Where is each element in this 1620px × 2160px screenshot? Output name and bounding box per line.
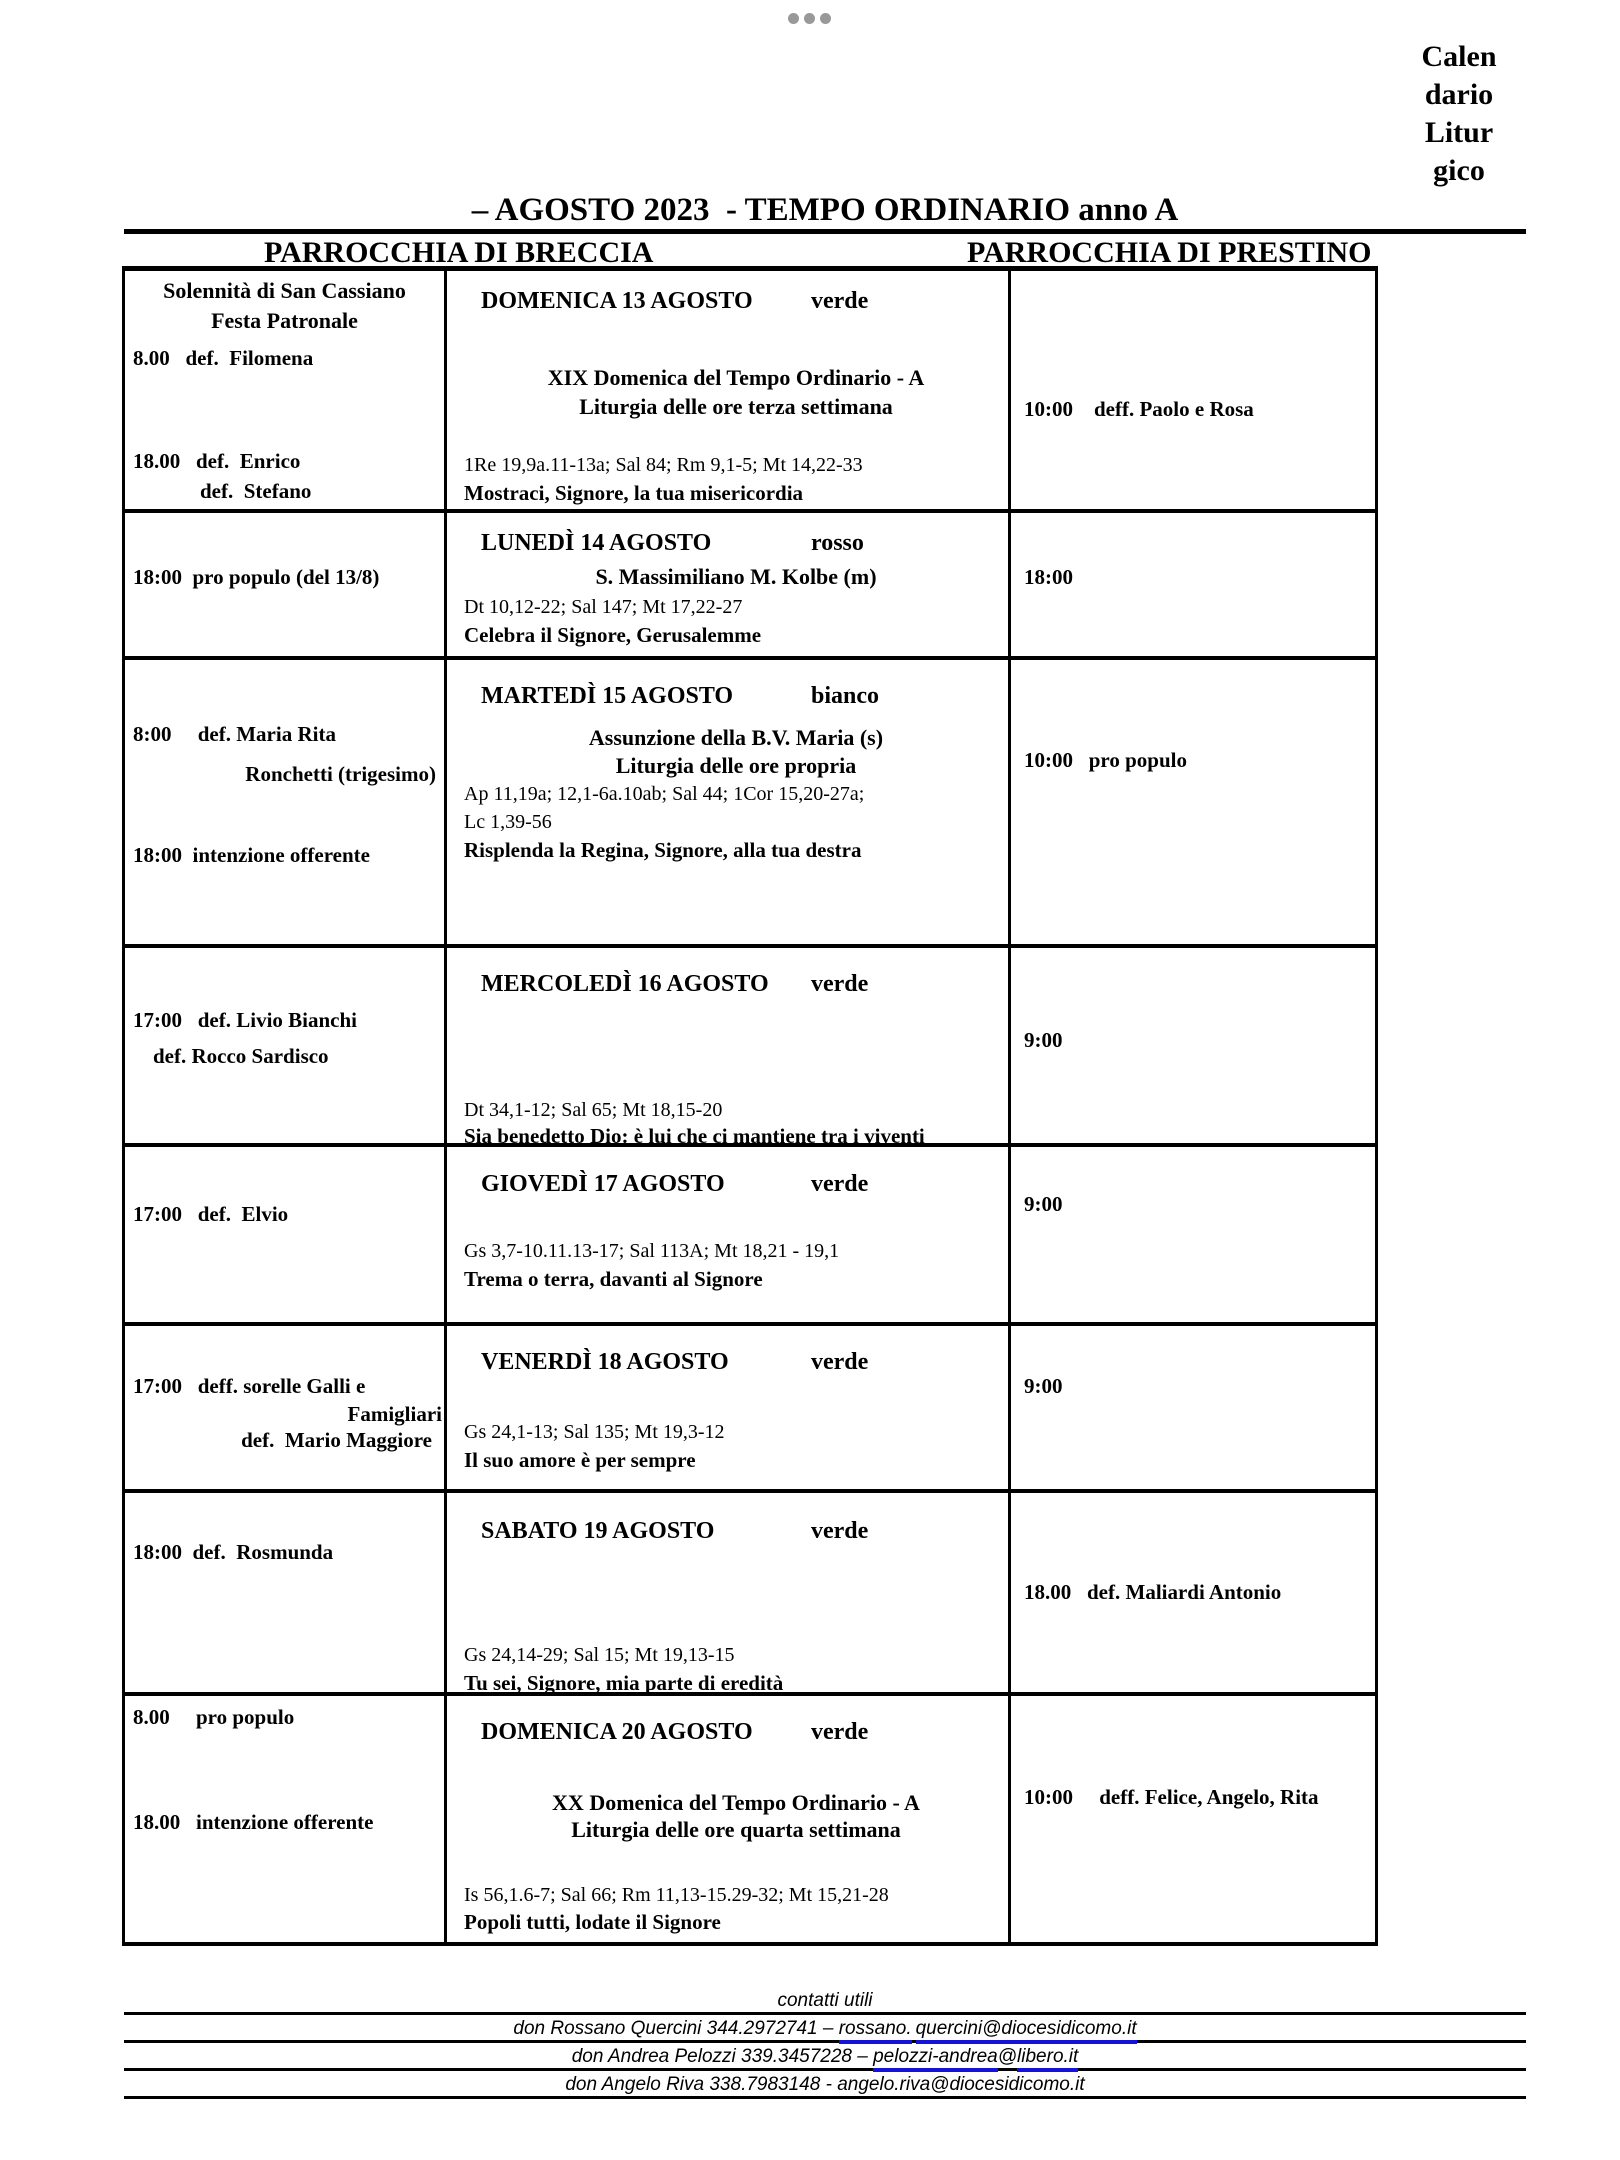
calendar-line: Il suo amore è per sempre xyxy=(464,1448,696,1472)
parish-prestino-cell xyxy=(1011,271,1375,509)
dot-icon xyxy=(788,13,799,24)
calendar-line: 9:00 xyxy=(1024,1374,1063,1398)
calendar-line: def. Stefano xyxy=(200,479,312,503)
calendar-row xyxy=(125,660,1375,948)
day-cell xyxy=(447,1147,1011,1322)
calendar-line: 10:00 deff. Paolo e Rosa xyxy=(1024,397,1254,421)
liturgical-color-label: verde xyxy=(811,288,869,314)
calendar-line: DOMENICA 13 AGOSTO verde xyxy=(481,288,869,314)
contact-entry xyxy=(124,2071,1526,2099)
calendar-line: GIOVEDÌ 17 AGOSTO verde xyxy=(481,1171,869,1197)
calendar-row xyxy=(125,1326,1375,1493)
calendar-line: 8.00 pro populo xyxy=(133,1705,295,1729)
calendar-line: 10:00 pro populo xyxy=(1024,748,1187,772)
calendar-row xyxy=(125,271,1375,513)
email-link[interactable]: rossano. xyxy=(839,2018,912,2044)
calendar-line: 18.00 def. Maliardi Antonio xyxy=(1024,1580,1282,1604)
parish-prestino-cell xyxy=(1011,513,1375,656)
calendar-line: VENERDÌ 18 AGOSTO verde xyxy=(481,1349,869,1375)
contact-entry xyxy=(124,2015,1526,2043)
contacts-rows xyxy=(124,2015,1526,2099)
parish-breccia-cell xyxy=(125,660,447,944)
day-cell xyxy=(447,660,1011,944)
parish-header-breccia: PARROCCHIA DI BRECCIA xyxy=(264,236,654,269)
calendar-line: XIX Domenica del Tempo Ordinario - A xyxy=(547,365,925,390)
calendar-line: Dt 34,1-12; Sal 65; Mt 18,15-20 xyxy=(464,1099,723,1121)
calendar-line: 1Re 19,9a.11-13a; Sal 84; Rm 9,1-5; Mt 14,22-33 xyxy=(464,454,863,476)
calendar-line: 18:00 xyxy=(1024,565,1073,589)
parish-prestino-cell xyxy=(1011,1147,1375,1322)
contact-text: don Andrea Pelozzi 339.3457228 – xyxy=(571,2046,874,2067)
side-title-line: gico xyxy=(1433,154,1485,187)
side-title-line: dario xyxy=(1424,78,1494,111)
calendar-line: Liturgia delle ore quarta settimana xyxy=(571,1817,901,1842)
contact-entry xyxy=(124,2043,1526,2071)
calendar-line: Ap 11,19a; 12,1-6a.10ab; Sal 44; 1Cor 15,20-27a; xyxy=(464,783,865,805)
calendar-line: 18.00 intenzione offerente xyxy=(133,1810,374,1834)
calendar-line: Sia benedetto Dio: è lui che ci mantiene tra i viventi xyxy=(464,1124,925,1148)
email-link[interactable]: libero.it xyxy=(1017,2046,1078,2072)
calendar-line: Assunzione della B.V. Maria (s) xyxy=(588,725,884,750)
dot-icon xyxy=(820,13,831,24)
calendar-line: Tu sei, Signore, mia parte di eredità xyxy=(464,1671,784,1695)
calendar-line: def. Mario Maggiore xyxy=(241,1428,432,1452)
calendar-line: Liturgia delle ore terza settimana xyxy=(579,394,893,419)
calendar-line: Risplenda la Regina, Signore, alla tua destra xyxy=(464,838,862,862)
calendar-line: DOMENICA 20 AGOSTO verde xyxy=(481,1719,869,1745)
calendar-table xyxy=(122,266,1378,1946)
liturgical-color-label: bianco xyxy=(811,683,880,709)
email-text: angelo.riva@diocesidicomo.it xyxy=(837,2074,1085,2095)
calendar-line: Gs 24,1-13; Sal 135; Mt 19,3-12 xyxy=(464,1421,725,1443)
calendar-line: S. Massimiliano M. Kolbe (m) xyxy=(595,564,877,589)
calendar-row xyxy=(125,513,1375,660)
more-options-icon[interactable] xyxy=(788,13,831,24)
calendar-line: 17:00 def. Livio Bianchi xyxy=(133,1008,358,1032)
calendar-line: 18:00 intenzione offerente xyxy=(133,843,370,867)
calendar-line: 8:00 def. Maria Rita xyxy=(133,722,336,746)
calendar-line: Mostraci, Signore, la tua misericordia xyxy=(464,481,804,505)
day-cell xyxy=(447,1696,1011,1942)
liturgical-color-label: verde xyxy=(811,1518,869,1544)
liturgical-color-label: verde xyxy=(811,1719,869,1745)
calendar-line: 17:00 def. Elvio xyxy=(133,1202,289,1226)
calendar-line: Gs 3,7-10.11.13-17; Sal 113A; Mt 18,21 - 19,1 xyxy=(464,1240,840,1262)
liturgical-color-label: rosso xyxy=(811,530,864,556)
email-link[interactable]: pelozzi-andrea xyxy=(873,2046,998,2072)
calendar-line: 9:00 xyxy=(1024,1192,1063,1216)
calendar-row xyxy=(125,948,1375,1147)
contact-text: don Angelo Riva 338.7983148 - xyxy=(565,2074,838,2095)
calendar-line: Is 56,1.6-7; Sal 66; Rm 11,13-15.29-32; Mt 15,21-28 xyxy=(464,1884,889,1906)
calendar-line: Gs 24,14-29; Sal 15; Mt 19,13-15 xyxy=(464,1644,735,1666)
side-title-line: Calen xyxy=(1421,40,1497,73)
email-link[interactable]: quercini@diocesidicomo.it xyxy=(916,2018,1137,2044)
parish-breccia-cell xyxy=(125,1147,447,1322)
calendar-line: 18:00 pro populo (del 13/8) xyxy=(133,565,380,589)
parish-breccia-cell xyxy=(125,271,447,509)
day-cell xyxy=(447,513,1011,656)
calendar-line: 8.00 def. Filomena xyxy=(133,346,314,370)
parish-prestino-cell xyxy=(1011,1696,1375,1942)
calendar-line: 10:00 deff. Felice, Angelo, Rita xyxy=(1024,1785,1319,1809)
parish-breccia-cell xyxy=(125,1696,447,1942)
contacts-section xyxy=(124,1990,1526,2099)
calendar-line: SABATO 19 AGOSTO verde xyxy=(481,1518,869,1544)
contact-text: don Rossano Quercini 344.2972741 – xyxy=(513,2018,839,2039)
parish-breccia-cell xyxy=(125,948,447,1143)
liturgical-color-label: verde xyxy=(811,971,869,997)
parish-prestino-cell xyxy=(1011,948,1375,1143)
calendar-title: – AGOSTO 2023 - TEMPO ORDINARIO anno A xyxy=(471,192,1179,228)
calendar-line: Lc 1,39-56 xyxy=(464,811,552,833)
calendar-line: Popoli tutti, lodate il Signore xyxy=(464,1910,721,1934)
calendar-line: XX Domenica del Tempo Ordinario - A xyxy=(552,1790,920,1815)
email-text: @ xyxy=(997,2046,1018,2067)
calendar-row xyxy=(125,1696,1375,1942)
contacts-heading: contatti utili xyxy=(124,1990,1526,2015)
calendar-line: 18.00 def. Enrico xyxy=(133,449,301,473)
liturgical-color-label: verde xyxy=(811,1171,869,1197)
parish-breccia-cell xyxy=(125,513,447,656)
document-side-title xyxy=(1402,38,1516,190)
dot-icon xyxy=(804,13,815,24)
calendar-line: 18:00 def. Rosmunda xyxy=(133,1540,334,1564)
title-divider xyxy=(124,229,1526,234)
calendar-row xyxy=(125,1493,1375,1696)
parish-header-prestino: PARROCCHIA DI PRESTINO xyxy=(967,236,1372,269)
calendar-line: Liturgia delle ore propria xyxy=(615,753,857,778)
calendar-line: Solennità di San Cassiano xyxy=(163,278,406,303)
liturgical-color-label: verde xyxy=(811,1349,869,1375)
calendar-line: Dt 10,12-22; Sal 147; Mt 17,22-27 xyxy=(464,596,743,618)
parish-breccia-cell xyxy=(125,1493,447,1692)
side-title-line: Litur xyxy=(1424,116,1494,149)
day-cell xyxy=(447,271,1011,509)
parish-prestino-cell xyxy=(1011,1493,1375,1692)
calendar-line: LUNEDÌ 14 AGOSTO rosso xyxy=(481,530,864,556)
calendar-line: 9:00 xyxy=(1024,1028,1063,1052)
calendar-line: 17:00 deff. sorelle Galli e xyxy=(133,1374,366,1398)
calendar-line: Celebra il Signore, Gerusalemme xyxy=(464,623,762,647)
calendar-line: Famigliari xyxy=(347,1402,442,1426)
parish-prestino-cell xyxy=(1011,1326,1375,1489)
calendar-line: Festa Patronale xyxy=(211,308,358,333)
calendar-line: Trema o terra, davanti al Signore xyxy=(464,1267,763,1291)
calendar-row xyxy=(125,1147,1375,1326)
parish-breccia-cell xyxy=(125,1326,447,1489)
calendar-line: Ronchetti (trigesimo) xyxy=(245,762,436,786)
day-cell xyxy=(447,1326,1011,1489)
calendar-line: MARTEDÌ 15 AGOSTO bianco xyxy=(481,683,880,709)
parish-prestino-cell xyxy=(1011,660,1375,944)
day-cell xyxy=(447,948,1011,1148)
day-cell xyxy=(447,1493,1011,1695)
calendar-line: MERCOLEDÌ 16 AGOSTO verde xyxy=(481,971,869,997)
calendar-line: def. Rocco Sardisco xyxy=(153,1044,329,1068)
